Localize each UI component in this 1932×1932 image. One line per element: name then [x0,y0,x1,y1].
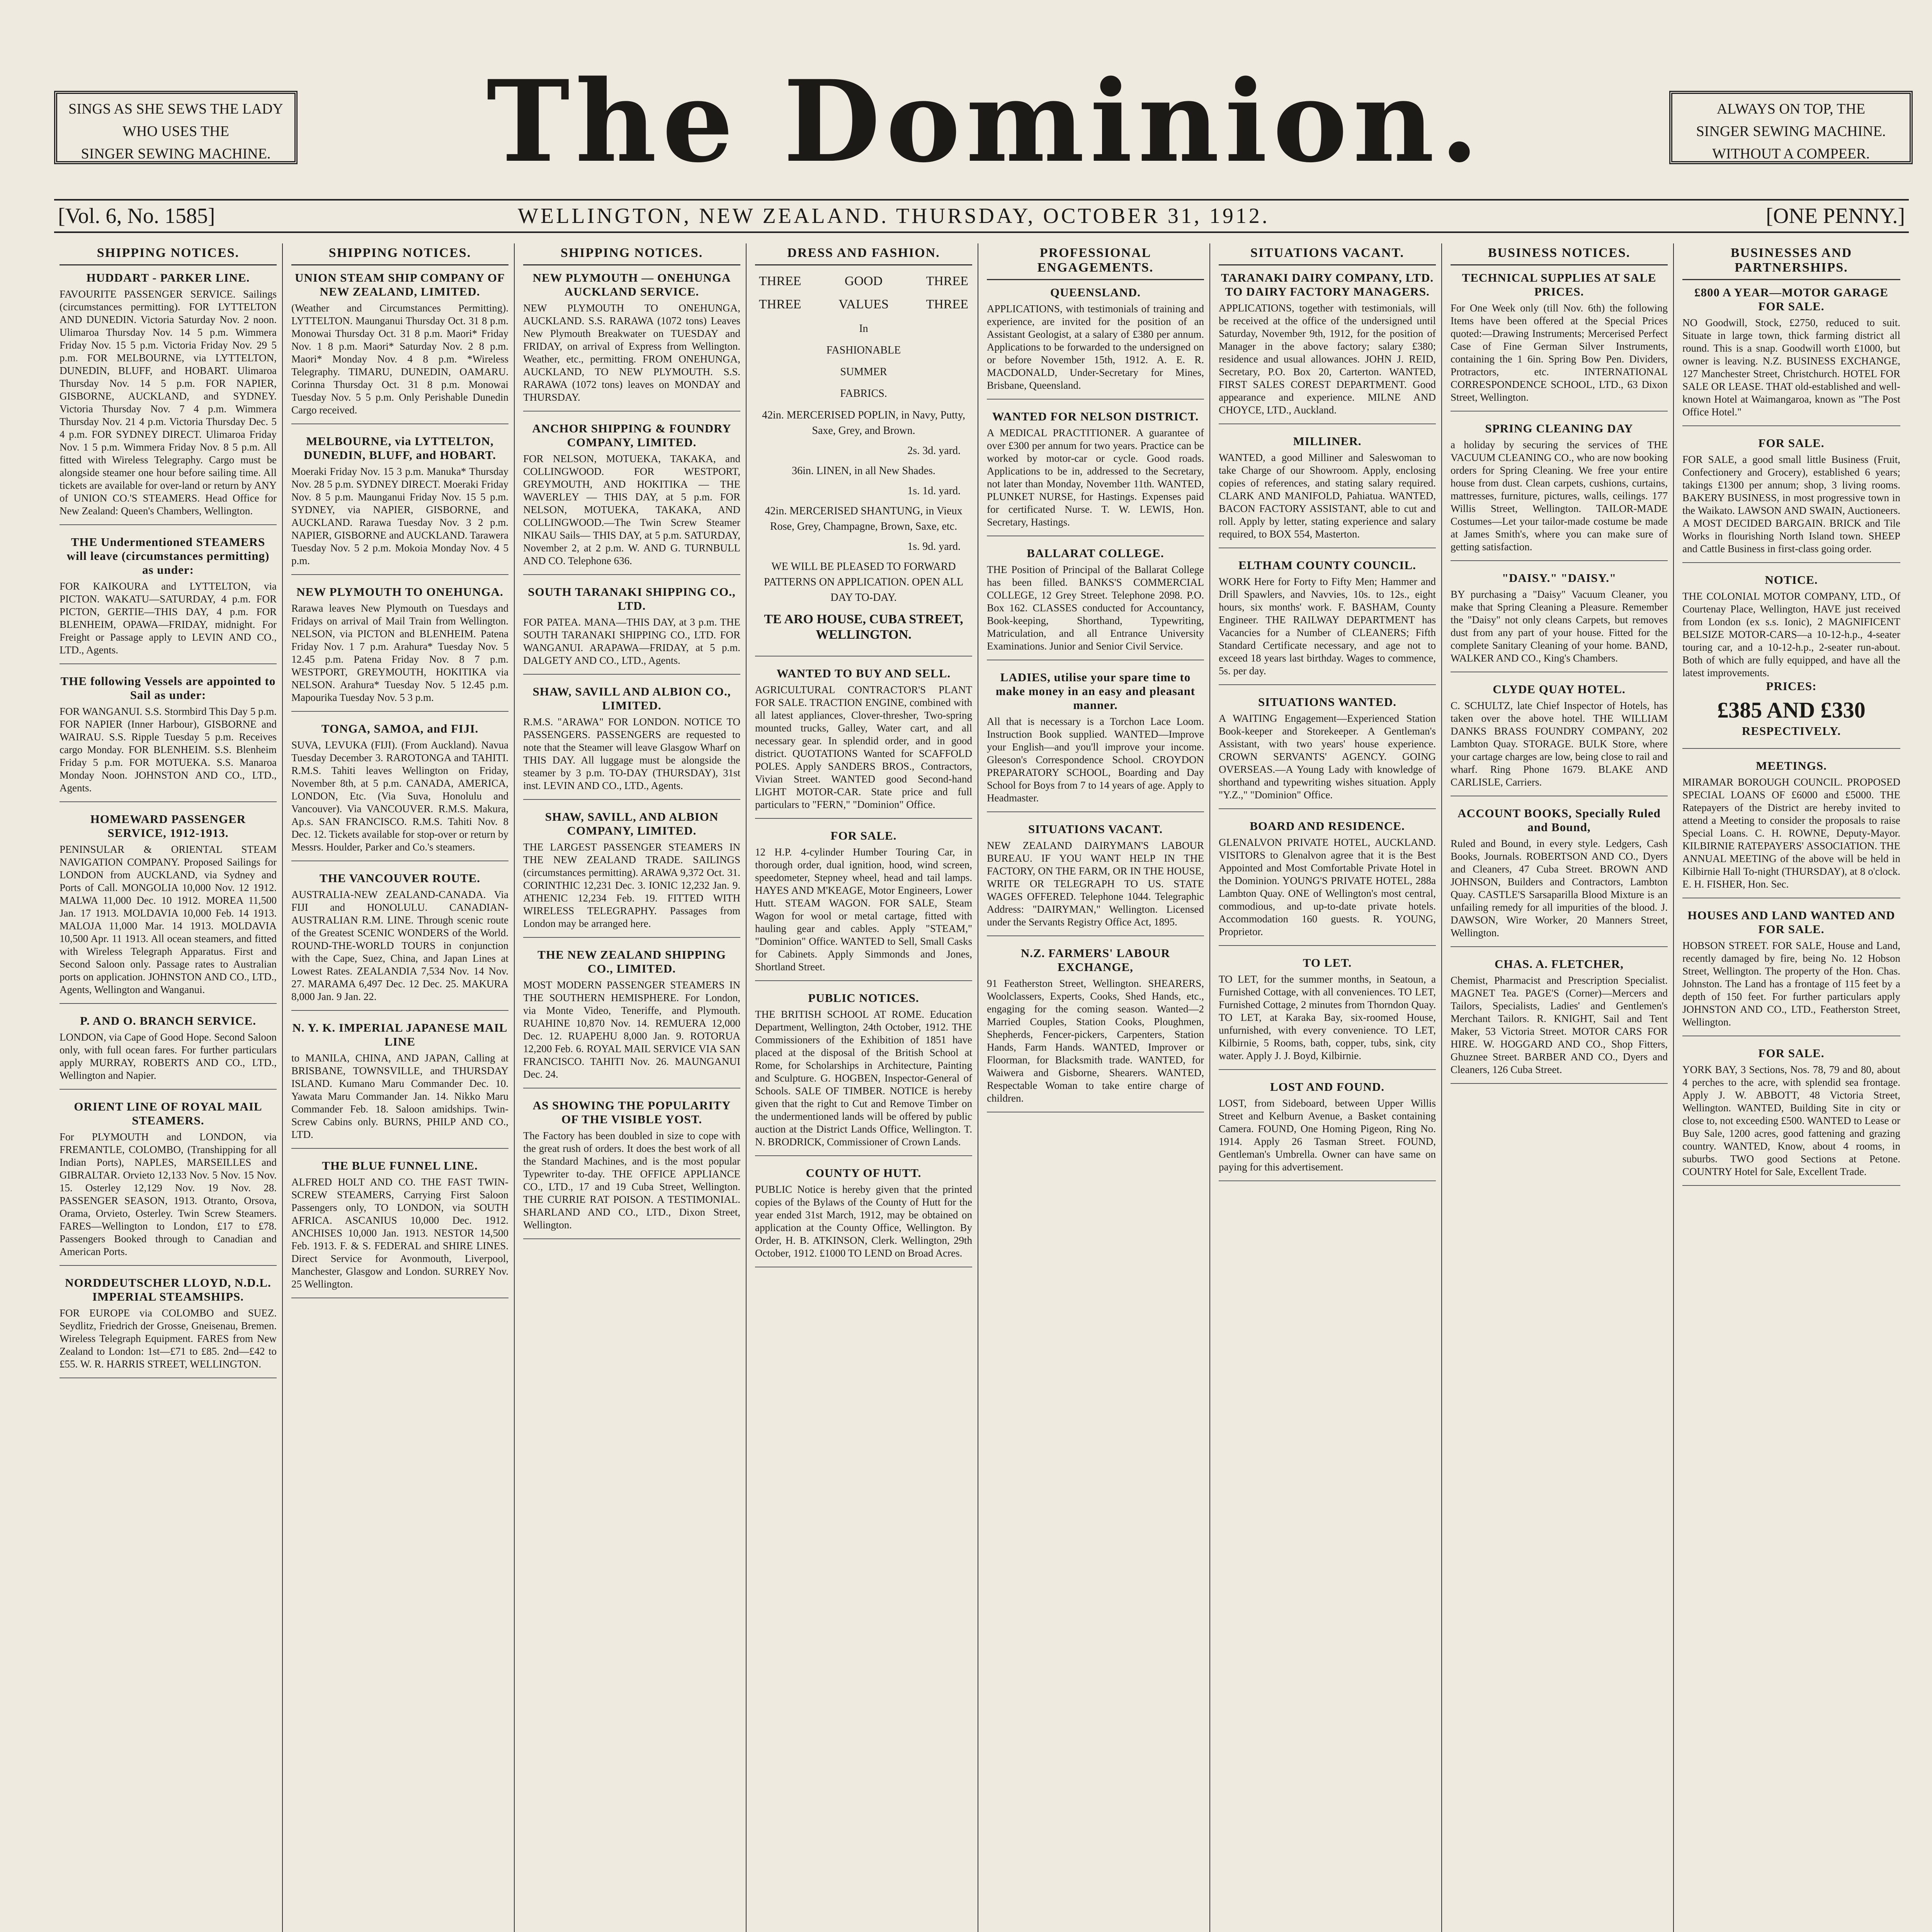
section-body: ALFRED HOLT AND CO. THE FAST TWIN-SCREW STEAMERS, Carrying First Saloon Passengers only, TO LONDON, via SOUTH AFRICA. ASCANIUS 10,000 Dec. 1912. ANCHISES 10,000 Jan. 1913. NESTOR 14,500 Feb. 1913. F. & S. FEDERAL and SHIRE LINES. Direct Service for Avonmouth, Liverpool, Manchester, Glasgow and London. SURREY Nov. 25 Wellington. [291,1176,509,1290]
section-body: A WAITING Engagement—Experienced Station Book-keeper and Storekeeper. A Gentleman's Assistant, with two years' house experience. CROWN SERVANTS' AGENCY. GOING OVERSEAS.—A Young Lady with knowledge of shorthand and typewriting wishes situation. Apply "Y.Z.," "Dominion" Office. [1219,713,1436,801]
section-body: NO Goodwill, Stock, £2750, reduced to suit. Situate in large town, thick farming district all round. This is a snap. Goodwill worth £1000, but owner is leaving. N.Z. BUSINESS EXCHANGE, 127 Manchester Street, Christchurch. HOTEL FOR SALE OR LEASE. THAT old-established and well-known Hotel at Waimangaroa, known as "The Post Office Hotel." [1682,317,1900,418]
advert-section [1451,422,1668,561]
section-body: MOST MODERN PASSENGER STEAMERS IN THE SOUTHERN HEMISPHERE. For London, via Monte Video, Teneriffe, and Plymouth. RUAHINE 10,870 Nov. 14. REMUERA 12,000 Dec. 12. RUAPEHU 8,000 Jan. 9. ROTORUA 12,200 Feb. 6. ROYAL MAIL SERVICE VIA SAN FRANCISCO. TAHITI Nov. 26. MAUNGANUI Dec. 24. [523,979,740,1080]
section-heading: THE following Vessels are appointed to Sail as under: [60,674,276,702]
dress-closing: WE WILL BE PLEASED TO FORWARD PATTERNS ON APPLICATION. OPEN ALL DAY TO-DAY. [764,561,964,604]
advert-section [60,812,277,1004]
section-heading: COUNTY OF HUTT. [806,1166,922,1180]
advert-section [1219,695,1436,809]
section-heading: TONGA, SAMOA, and FIJI. [321,722,479,735]
prices-note: RESPECTIVELY. [1742,724,1841,738]
section-heading: "DAISY." "DAISY." [1502,571,1617,585]
section-heading: AS SHOWING THE POPULARITY OF THE VISIBLE YOST. [532,1099,731,1126]
section-heading: SITUATIONS WANTED. [1258,695,1396,709]
section-body: The Factory has been doubled in size to cope with the great rush of orders. It does the best work of all the Standard Machines, and is the most popular Typewriter to-day. THE OFFICE APPLIANCE CO., LTD., 17 and 19 Cuba Street, Wellington. THE CURRIE RAT POISON. A TESTIMONIAL. SHARLAND AND CO., LTD., Dixon Street, Wellington. [523,1130,740,1231]
section-heading: NOTICE. [1765,573,1818,587]
advert-section [1451,806,1668,947]
section-heading: THE VANCOUVER ROUTE. [320,871,480,885]
advert-section [291,585,509,712]
volume-number: [Vol. 6, No. 1585] [58,204,215,228]
advert-section [1219,1080,1436,1181]
advert-section [987,286,1204,400]
section-body: to MANILA, CHINA, AND JAPAN, Calling at BRISBANE, TOWNSVILLE, and THURSDAY ISLAND. Kumano Maru Commander Dec. 10. Yawata Maru Commander Jan. 14. Nikko Maru Commander Feb. 18. Saloon amidships. Twin-Screw Cabins only. BURNS, PHILP AND CO., LTD. [291,1052,509,1140]
fabric-price: 2s. 3d. yard. [907,445,961,457]
section-body: For One Week only (till Nov. 6th) the following Items have been offered at the Special Prices quoted:—Drawing Instruments; Mercerised Perfect Case of Fine German Silver Instruments, containing the 1 6in. Spring Bow Pen. Dividers, Protractors, etc. INTERNATIONAL CORRESPONDENCE SCHOOL, LTD., 63 Dixon Street, Wellington. [1451,302,1668,403]
section-body: FOR NELSON, MOTUEKA, TAKAKA, and COLLINGWOOD. FOR WESTPORT, GREYMOUTH, AND HOKITIKA — THE WAVERLEY — THIS DAY, at 5 p.m. FOR NELSON, MOTUEKA, TAKAKA, AND COLLINGWOOD.—The Twin Screw Steamer NIKAU Sails— THIS DAY, at 5 p.m. SATURDAY, November 2, at 2 p.m. W. AND G. TURNBULL AND CO. Telephone 636. [523,453,740,566]
section-heading: WANTED TO BUY AND SELL. [776,667,951,680]
section-heading: N. Y. K. IMPERIAL JAPANESE MAIL LINE [292,1021,508,1048]
advert-section [523,271,740,412]
right-ear-line: WITHOUT A COMPEER. [1712,146,1870,162]
advert-section [1219,558,1436,685]
section-heading: ELTHAM COUNTY COUNCIL. [1238,558,1416,572]
section-body: THE COLONIAL MOTOR COMPANY, LTD., Of Courtenay Place, Wellington, HAVE just received from London (ex s.s. Ionic), 2 MAGNIFICENT BELSIZE MOTOR-CARS—a 10-12-h.p., 4-seater touring car, and a 10-12-h.p., 2-seater run-about. Both of which are fully equipped, and have all the latest improvements. [1682,590,1900,679]
dress-word: GOOD [844,274,883,288]
section-heading: ORIENT LINE OF ROYAL MAIL STEAMERS. [74,1100,262,1127]
section-body: THE Position of Principal of the Ballarat College has been filled. BANKS'S COMMERCIAL COLLEGE, 12 Grey Street. Telephone 2098. P.O. Box 162. CLASSES conducted for Accountancy, Book-keeping, Shorthand, Typewriting, Matriculation, and all Entrance University Examinations. Junior and Senior Civil Service. [987,564,1204,652]
section-heading: ACCOUNT BOOKS, Specially Ruled and Bound, [1458,806,1661,834]
section-heading: TARANAKI DAIRY COMPANY, LTD. TO DAIRY FACTORY MANAGERS. [1221,271,1434,298]
section-heading: THE NEW ZEALAND SHIPPING CO., LIMITED. [537,948,726,975]
section-heading: NEW PLYMOUTH TO ONEHUNGA. [296,585,503,599]
advert-section [523,685,740,800]
section-heading: £800 A YEAR—MOTOR GARAGE FOR SALE. [1694,286,1888,313]
section-heading: FOR SALE. [1758,436,1825,450]
column-heading: SHIPPING NOTICES. [60,243,277,265]
column-heading: SITUATIONS VACANT. [1219,243,1436,265]
section-body: PENINSULAR & ORIENTAL STEAM NAVIGATION COMPANY. Proposed Sailings for LONDON from AUCKLAND, via Sydney and Ports of Call. MONGOLIA 10,000 Nov. 12 1912. MALWA 11,000 Dec. 10 1912. MOREA 11,500 Jan. 17 1913. MOLDAVIA 10,000 Feb. 14 1913. MALOJA 11,000 Mar. 14 1913. MOLDAVIA 10,500 Apr. 11 1913. All ocean steamers, and fitted with Wireless Telegraph Apparatus. First and Second Saloon only. Passage rates to Australian ports on application. JOHNSTON AND CO., LTD., Agents, Wellington and Wanganui. [60,844,277,995]
section-heading: TO LET. [1303,956,1352,969]
advert-section [1682,286,1900,426]
advert-section [291,1021,509,1149]
advert-section [987,546,1204,660]
advert-section [60,674,277,802]
advert-section [755,667,972,819]
column-heading: PROFESSIONAL ENGAGEMENTS. [987,243,1204,280]
section-body: AGRICULTURAL CONTRACTOR'S PLANT FOR SALE. TRACTION ENGINE, combined with all latest appliances, Clover-thresher, Two-spring mounted trucks, Galley, Water cart, and all necessary gear. In splendid order, and in good district. QUOTATIONS Wanted for SCAFFOLD POLES. Apply SANDERS BROS., Contractors, Vivian Street. WANTED good Second-hand LIGHT MOTOR-CAR. State price and full particulars to "FERN," "Dominion" Office. [755,684,972,810]
section-body: THE BRITISH SCHOOL AT ROME. Education Department, Wellington, 24th October, 1912. THE Commissioners of the Exhibition of 1851 have placed at the disposal of the British School at Rome, for Scholarships in Architecture, Painting and Sculpture. G. HOGBEN, Inspector-General of Schools. SALE OF TIMBER. NOTICE is hereby given that the right to Cut and Remove Timber on the undermentioned lands will be offered by public auction at the District Lands Office, Wellington. T. N. BRODRICK, Commissioner of Crown Lands. [755,1009,972,1148]
section-heading: HOMEWARD PASSENGER SERVICE, 1912-1913. [90,812,246,840]
advert-section [1219,956,1436,1070]
advert-section [523,948,740,1088]
section-heading: CLYDE QUAY HOTEL. [1493,682,1626,696]
advert-section [291,871,509,1011]
section-body: FOR EUROPE via COLOMBO and SUEZ. Seydlitz, Friedrich der Grosse, Gneisenau, Bremen. Wireless Telegraph Equipment. FARES from New Zealand to London: 1st—£71 to £85. 2nd—£42 to £55. W. R. HARRIS STREET, WELLINGTON. [60,1307,277,1370]
section-body: All that is necessary is a Torchon Lace Loom. Instruction Book supplied. WANTED—Improve your English—and you'll improve your income. Gleeson's Correspondence School. CROYDON PREPARATORY SCHOOL, Boarding and Day School for Boys from 7 to 14 years of age. Apply to Headmaster. [987,716,1204,804]
section-body: THE LARGEST PASSENGER STEAMERS IN THE NEW ZEALAND TRADE. SAILINGS (circumstances permitting). ARAWA 9,372 Oct. 31. CORINTHIC 12,231 Dec. 3. IONIC 12,232 Jan. 9. ATHENIC 12,234 Feb. 19. FITTED WITH WIRELESS TELEGRAPHY. Passages from London may be arranged here. [523,841,740,929]
dress-word: THREE [926,297,968,311]
section-body: LOST, from Sideboard, between Upper Willis Street and Kelburn Avenue, a Basket containing Camera. FOUND, One Homing Pigeon, Ring No. 1914. Apply 26 Tasman Street. FOUND, Gentleman's Umbrella. Owner can have same on paying for this advertisement. [1219,1097,1436,1173]
price: [ONE PENNY.] [1766,204,1905,228]
column-heading: BUSINESSES AND PARTNERSHIPS. [1682,243,1900,280]
column-heading: SHIPPING NOTICES. [523,243,740,265]
left-ear-line: SINGS AS SHE SEWS THE LADY [68,101,283,117]
section-heading: BALLARAT COLLEGE. [1027,546,1164,560]
column [750,243,978,1932]
advert-section [1451,571,1668,672]
section-heading: UNION STEAM SHIP COMPANY OF NEW ZEALAND, LIMITED. [295,271,505,298]
section-heading: P. AND O. BRANCH SERVICE. [80,1014,256,1027]
advert-section [291,722,509,861]
advert-section [1682,1046,1900,1186]
advert-section [1219,819,1436,946]
column [1445,243,1674,1932]
section-heading: FOR SALE. [830,829,897,842]
advert-section [523,422,740,575]
section-body: FOR WANGANUI. S.S. Stormbird This Day 5 p.m. FOR NAPIER (Inner Harbour), GISBORNE and WAIRAU. S.S. Ripple Tuesday 5 p.m. Receives cargo Monday. FOR BLENHEIM. S.S. Blenheim Friday 5 p.m. FOR MOTUEKA. S.S. Manaroa Monday Noon. JOHNSTON AND CO., LTD., Agents. [60,706,277,794]
section-body: BY purchasing a "Daisy" Vacuum Cleaner, you make that Spring Cleaning a Pleasure. Remember the "Daisy" not only cleans Carpets, but removes dust from any part of your house. Fitted for the complete Sanitary Cleaning of your home. BAND, WALKER AND CO., King's Chambers. [1451,588,1668,664]
advert-section [60,1014,277,1090]
section-body: TO LET, for the summer months, in Seatoun, a Furnished Cottage, with all conveniences. TO LET, Furnished Cottage, 2 minutes from Thorndon Quay. TO LET, at Karaka Bay, six-roomed House, unfurnished, with every convenience. TO LET, Kilbirnie, 5 Rooms, bath, copper, tubs, sink, city water. Apply J. J. Boyd, Kilbirnie. [1219,973,1436,1061]
section-body: APPLICATIONS, with testimonials of training and experience, are invited for the position of an Assistant Geologist, at a salary of £380 per annum. Applications to be forwarded to the undersigned on or before November 15th, 1912. A. E. R. MACDONALD, Under-Secretary for Mines, Brisbane, Queensland. [987,303,1204,391]
column [286,243,515,1932]
advert-section [1682,436,1900,563]
advert-section [987,822,1204,936]
section-body: For PLYMOUTH and LONDON, via FREMANTLE, COLOMBO, (Transhipping for all Indian Ports), NAPLES, MARSEILLES and GIBRALTAR. Orvieto 12,133 Nov. 5 Nov. 15 Nov. 15. Osterley 12,129 Nov. 19 Nov. 28. PASSENGER SEASON, 1913. Otranto, Orsova, Orama, Orvieto, Osterley. Twin Screw Steamers. FARES—Wellington to London, £17 to £78. Passengers Booked through to Canadian and American Ports. [60,1131,277,1257]
advert-section [987,670,1204,812]
advert-section [523,810,740,938]
advert-section [60,1276,277,1378]
section-heading: HUDDART - PARKER LINE. [86,271,250,284]
section-heading: SPRING CLEANING DAY [1485,422,1633,435]
advert-section [1451,682,1668,796]
prices-figure: £385 AND £330 [1717,697,1866,723]
section-body: YORK BAY, 3 Sections, Nos. 78, 79 and 80, about 4 perches to the acre, with splendid sea frontage. Apply J. W. ABBOTT, 48 Victoria Street, Wellington. WANTED, Building Site in city or close to, not exceeding £500. WANTED to Lease or Buy Sale, 1200 acres, good fattening and grazing country. WANTED, Know, about 4 rooms, in suburbs. TWO good Sections at Petone. COUNTRY Hotel for Sale, Excellent Trade. [1682,1064,1900,1177]
advert-section [1219,434,1436,548]
fabric-item: 42in. MERCERISED POPLIN, in Navy, Putty, Saxe, Grey, and Brown. [762,409,966,437]
advert-section [987,410,1204,536]
dress-word: THREE [759,297,801,311]
dateline-bar [54,199,1909,233]
column [981,243,1210,1932]
dress-word: VALUES [838,297,889,311]
dateline: WELLINGTON, NEW ZEALAND. THURSDAY, OCTOBER 31, 1912. [518,204,1270,228]
section-body: NEW ZEALAND DAIRYMAN'S LABOUR BUREAU. IF YOU WANT HELP IN THE FACTORY, ON THE FARM, OR IN THE HOUSE, WRITE OR TELEGRAPH TO US. STATE WAGES OFFERED. Telephone 1044. Telegraphic Address: "DAIRYMAN," Wellington. Licensed under the Servants Registry Office Act, 1895. [987,840,1204,928]
advert-section [1682,908,1900,1036]
dress-line: FABRICS. [840,388,887,400]
dress-word: THREE [926,274,968,288]
advert-section [523,1099,740,1239]
section-body: FOR SALE, a good small little Business (Fruit, Confectionery and Grocery), established 6 years; takings £1300 per annum; shop, 3 living rooms. BAKERY BUSINESS, in most progressive town in the Waikato. LAWSON AND SWAIN, Auctioneers. A MOST DECIDED BARGAIN. BRICK and Tile Works in flourishing North Island town. SHEEP and Cattle Business in first-class going order. [1682,454,1900,554]
section-body: Ruled and Bound, in every style. Ledgers, Cash Books, Journals. ROBERTSON AND CO., Dyers and Cleaners, 47 Cuba Street. BROWN AND JOHNSON, Builders and Contractors, Lambton Quay. CASTLE'S Sarsaparilla Blood Mixture is an unfailing remedy for all impurities of the blood. J. DAWSON, Wire Worker, 20 Manners Street, Wellington. [1451,838,1668,939]
column [1213,243,1442,1932]
section-body: GLENALVON PRIVATE HOTEL, AUCKLAND. VISITORS to Glenalvon agree that it is the Best Appointed and Most Comfortable Private Hotel in the Dominion. YOUNG'S PRIVATE HOTEL, 288a Lambton Quay. ONE of Wellington's most central, commodious, and up-to-date private hotels. Accommodation 160 guests. R. YOUNG, Proprietor. [1219,837,1436,937]
section-heading: ANCHOR SHIPPING & FOUNDRY COMPANY, LIMITED. [532,422,731,449]
column [54,243,283,1932]
advert-section [987,946,1204,1112]
dress-row [759,271,968,292]
section-body: WORK Here for Forty to Fifty Men; Hammer and Drill Spawlers, and Navvies, 10s. to 12s., eight hours, six months' work. F. BASHAM, County Engineer. THE RAILWAY DEPARTMENT has Vacancies for a Number of CLEANERS; Fifth Standard Certificate necessary, and age not to exceed 18 years last birthday. Wages to commence, 5s. per day. [1219,576,1436,677]
column-heading: DRESS AND FASHION. [755,243,972,265]
advert-section [755,991,972,1156]
dress-line: FASHIONABLE [826,344,901,356]
section-heading: MEETINGS. [1756,759,1827,772]
section-heading: THE Undermentioned STEAMERS will leave (circumstances permitting) as under: [66,535,270,577]
dress-advert [755,271,972,656]
section-body: A MEDICAL PRACTITIONER. A guarantee of over £300 per annum for two years. Practice can be worked by motor-car or cycle. Good roads. Applications to be in, addressed to the Secretary, not later than Monday, November 11th. WANTED, PLUNKET NURSE, for Hastings. Expenses paid for certificated Nurse. T. W. LEWIS, Hon. Secretary, Hastings. [987,427,1204,528]
section-body: WANTED, a good Milliner and Saleswoman to take Charge of our Showroom. Apply, enclosing copies of references, and stating salary required. CLARK AND MANIFOLD, Pahiatua. WANTED, BACON FACTORY ASSISTANT, able to cut and roll. Apply by letter, stating experience and salary required, to BOX 554, Masterton. [1219,452,1436,540]
advert-section [60,271,277,525]
fabric-price: 1s. 9d. yard. [907,541,961,553]
section-body: LONDON, via Cape of Good Hope. Second Saloon only, with full ocean fares. For further particulars apply MURRAY, ROBERTS AND CO., LTD., Wellington and Napier. [60,1031,277,1081]
left-ear-line: WHO USES THE [122,123,229,139]
section-heading: HOUSES AND LAND WANTED AND FOR SALE. [1687,908,1895,936]
advert-section [291,271,509,424]
section-body: 12 H.P. 4-cylinder Humber Touring Car, in thorough order, dual ignition, hood, wind screen, speedometer, Stepney wheel, head and tail lamps. HAYES AND M'KEAGE, Motor Engineers, Lower Hutt. STEAM WAGON. FOR SALE, Steam Wagon for wool or metal cartage, fitted with hauling gear and cables. Apply "STEAM," "Dominion" Office. WANTED to Sell, Small Casks for Cabinets. Apply Simmonds and Jones, Shortland Street. [755,846,972,973]
section-body: Rarawa leaves New Plymouth on Tuesdays and Fridays on arrival of Mail Train from Wellington. NELSON, via PICTON and BLENHEIM. Patena Friday Nov. 1 7 p.m. Arahura* Tuesday Nov. 5 12.45 p.m. Patena Friday Nov. 8 7 p.m. WESTPORT, GREYMOUTH, HOKITIKA via NELSON. Arahura* Tuesday Nov. 5 12.45 p.m. Mapourika Tuesday Nov. 5 3 p.m. [291,602,509,703]
section-body: (Weather and Circumstances Permitting). LYTTELTON. Maunganui Thursday Oct. 31 8 p.m. Monowai Thursday Oct. 31 8 p.m. Maori* Friday Nov. 1 8 p.m. Maori* Saturday Nov. 2 8 p.m. Maori* Monday Nov. 4 8 p.m. *Wireless Telegraphy. TIMARU, DUNEDIN, OAMARU. Corinna Thursday Oct. 31 8 p.m. Monowai Tuesday Nov. 5 5 p.m. Only Perishable Dunedin Cargo received. [291,302,509,416]
section-body: R.M.S. "ARAWA" FOR LONDON. NOTICE TO PASSENGERS. PASSENGERS are requested to note that the Steamer will leave Glasgow Wharf on THIS DAY. All luggage must be alongside the steamer by 3 p.m. TO-DAY (THURSDAY), 31st inst. LEVIN AND CO., LTD., Agents. [523,716,740,791]
column [1677,243,1906,1932]
dress-line: In [859,323,868,335]
section-heading: LADIES, utilise your spare time to make money in an easy and pleasant manner. [995,670,1196,712]
shop-name: TE ARO HOUSE, CUBA STREET, WELLINGTON. [764,612,963,642]
section-body: FOR PATEA. MANA—THIS DAY, at 3 p.m. THE SOUTH TARANAKI SHIPPING CO., LTD. FOR WANGANUI. ARAPAWA—FRIDAY, at 5 p.m. DALGETY AND CO., LTD., Agents. [523,616,740,666]
advert-section [1451,271,1668,412]
column-heading: SHIPPING NOTICES. [291,243,509,265]
section-body: FOR KAIKOURA and LYTTELTON, via PICTON. WAKATU—SATURDAY, 4 p.m. FOR PICTON, GERTIE—THIS DAY, 4 p.m. FOR BLENHEIM, OPAWA—FRIDAY, midnight. For Freight or Passage apply to LEVIN AND CO., LTD., Agents. [60,580,277,656]
section-heading: SHAW, SAVILL AND ALBION CO., LIMITED. [532,685,731,712]
section-body: a holiday by securing the services of THE VACUUM CLEANING CO., who are now booking orders for Spring Cleaning. We free your entire house from dust. Clean carpets, cushions, curtains, mattresses, furniture, pictures, walls, ceilings. 177 Willis Street, Wellington. TAILOR-MADE Costumes—Let your tailor-made costume be made at James Smith's, where you can make sure of getting satisfaction. [1451,439,1668,553]
column [518,243,747,1932]
section-heading: NORDDEUTSCHER LLOYD, N.D.L. IMPERIAL STEAMSHIPS. [65,1276,271,1303]
section-body: Chemist, Pharmacist and Prescription Specialist. MAGNET Tea. PAGE'S (Corner)—Mercers and Tailors, Specialists, Ladies' and Gentlemen's Merchant Tailors. R. KNIGHT, Sail and Tent Maker, 53 Victoria Street. MOTOR CARS FOR HIRE. W. HOGGARD AND CO., Shop Fitters, Ghuznee Street. BARBER AND CO., Dyers and Cleaners, 126 Cuba Street. [1451,975,1668,1075]
advert-section [1219,271,1436,424]
section-heading: NEW PLYMOUTH — ONEHUNGA AUCKLAND SERVICE. [532,271,731,298]
section-body: APPLICATIONS, together with testimonials, will be received at the office of the undersigned until Saturday, November 9th, 1912, for the position of Manager in the above factory; salary £380; residence and usual allowances. JOHN J. REID, Secretary, P.O. Box 20, Carterton. WANTED, FIRST SALES COREST DEPARTMENT. Good appearance and experience. MILNE AND CHOYCE, LTD., Auckland. [1219,302,1436,416]
section-body: C. SCHULTZ, late Chief Inspector of Hotels, has taken over the above hotel. THE WILLIAM DANKS BRASS FOUNDRY COMPANY, 202 Lambton Quay. STORAGE. BULK Store, where your cartage charges are low, being close to rail and wharf. Ring Phone 1679. BLAKE AND CARLISLE, Carriers. [1451,700,1668,788]
dress-line: SUMMER [840,366,887,378]
dress-word: THREE [759,274,801,288]
section-body: HOBSON STREET. FOR SALE, House and Land, recently damaged by fire, being No. 12 Hobson Street, Wellington. The property of the Hon. Chas. Johnston. The Land has a frontage of 115 feet by a depth of 150 feet. For further particulars apply JOHNSTON AND CO., LTD., Featherston Street, Wellington. [1682,940,1900,1028]
right-ear-line: ALWAYS ON TOP, THE [1716,101,1866,117]
section-body: PUBLIC Notice is hereby given that the printed copies of the Bylaws of the County of Hutt for the year ended 31st March, 1912, may be obtained on application at the County Office, Wellington. By Order, H. B. ATKINSON, Clerk. Wellington, 29th October, 1912. £1000 TO LEND on Broad Acres. [755,1184,972,1259]
section-heading: LOST AND FOUND. [1270,1080,1385,1094]
section-heading: QUEENSLAND. [1050,286,1141,299]
advert-section [1682,759,1900,898]
left-ear-advert [54,91,298,164]
section-heading: CHAS. A. FLETCHER, [1494,957,1624,971]
section-heading: SITUATIONS VACANT. [1028,822,1163,836]
section-body: MIRAMAR BOROUGH COUNCIL. PROPOSED SPECIAL LOANS OF £6000 and £5000. THE Ratepayers of the District are hereby invited to attend a Meeting to consider the proposals to raise Special Loans. C. H. ROWNE, Deputy-Mayor. KILBIRNIE RATEPAYERS' ASSOCIATION. THE ANNUAL MEETING of the above will be held in Kilbirnie Hall To-night (THURSDAY), at 8 o'clock. E. H. FISHER, Hon. Sec. [1682,776,1900,890]
section-heading: TECHNICAL SUPPLIES AT SALE PRICES. [1462,271,1656,298]
fabric-item: 42in. MERCERISED SHANTUNG, in Vieux Rose, Grey, Champagne, Brown, Saxe, etc. [765,505,963,532]
section-body: NEW PLYMOUTH TO ONEHUNGA, AUCKLAND. S.S. RARAWA (1072 tons) Leaves New Plymouth Breakwater on TUESDAY and FRIDAY, on arrival of Express from Wellington. Weather, etc., permitting. FROM ONEHUNGA, AUCKLAND, TO NEW PLYMOUTH. S.S. RARAWA (1072 tons) leaves on MONDAY and THURSDAY. [523,302,740,403]
advert-section [523,585,740,675]
dress-row [759,294,968,315]
left-ear-line: SINGER SEWING MACHINE. [81,146,271,162]
right-ear-advert [1669,91,1913,164]
advert-section [60,535,277,664]
section-heading: WANTED FOR NELSON DISTRICT. [992,410,1199,423]
advert-section [1682,573,1900,749]
advert-section [1451,957,1668,1084]
section-heading: MELBOURNE, via LYTTELTON, DUNEDIN, BLUFF, and HOBART. [304,434,496,462]
section-heading: MILLINER. [1293,434,1362,448]
advert-section [291,434,509,575]
section-body: AUSTRALIA-NEW ZEALAND-CANADA. Via FIJI and HONOLULU. CANADIAN-AUSTRALIAN R.M. LINE. Through scenic route of the Greatest SCENIC WONDERS of the World. ROUND-THE-WORLD TOURS in conjunction with the Cape, Suez, China, and Japan Lines at Lowest Rates. ZEALANDIA 7,534 Nov. 14 Nov. 27. MARAMA 6,497 Dec. 12 Dec. 25. MAKURA 8,000 Jan. 9 Jan. 22. [291,889,509,1002]
right-ear-line: SINGER SEWING MACHINE. [1696,123,1886,139]
section-body: FAVOURITE PASSENGER SERVICE. Sailings (circumstances permitting). FOR LYTTELTON AND DUNEDIN. Victoria Saturday Nov. 2 noon. Ulimaroa Thursday Nov. 14 5 p.m. Wimmera Friday Nov. 15 5 p.m. Victoria Friday Nov. 29 5 p.m. FOR MELBOURNE, via LYTTELTON, DUNEDIN, BLUFF, and HOBART. Ulimaroa Thursday Nov. 14 5 p.m. FOR NAPIER, GISBORNE, AUCKLAND, and SYDNEY. Victoria Thursday Nov. 7 4 p.m. Wimmera Thursday Nov. 21 4 p.m. Victoria Thursday Dec. 5 4 p.m. FOR SYDNEY DIRECT. Ulimaroa Friday Nov. 1 5 p.m. Wimmera Friday Nov. 8 5 p.m. All fitted with Wireless Telegraphy. Cargo must be alongside steamer one hour before sailing time. All tickets are available for over-land or return by ANY of UNION CO.'S STEAMERS. Head Office for New Zealand: Queen's Chambers, Wellington. [60,288,277,517]
section-heading: N.Z. FARMERS' LABOUR EXCHANGE, [1020,946,1170,974]
section-heading: SOUTH TARANAKI SHIPPING CO., LTD. [528,585,736,612]
section-body: SUVA, LEVUKA (FIJI). (From Auckland). Navua Tuesday December 3. RAROTONGA and TAHITI. R.M.S. Tahiti leaves Wellington on Friday, November 8th, at 5 p.m. CANADA, AMERICA, LONDON, Etc. (Via Suva, Honolulu and Vancouver). Via VANCOUVER. R.M.S. Makura, Ap.s. SAN FRANCISCO. R.M.S. Tahiti Nov. 8 Dec. 12. Tickets available for stop-over or return by Messrs. Houlder, Parker and Co.'s steamers. [291,739,509,853]
fabric-price: 1s. 1d. yard. [907,485,961,497]
newspaper-masthead: The Dominion. [486,56,1485,187]
section-heading: BOARD AND RESIDENCE. [1250,819,1405,833]
advert-section [755,829,972,981]
fabric-item: 36in. LINEN, in all New Shades. [792,465,935,477]
section-body: 91 Featherston Street, Wellington. SHEARERS, Woolclassers, Experts, Cooks, Shed Hands, etc., engaging for the coming season. Wanted—2 Married Couples, Station Cooks, Ploughmen, Shepherds, Fencer-pickers, Carpenters, Station Hands, Farm Hands. WANTED, Improver or Floorman, for Blacksmith trade. WANTED, for Waiwera and Gisborne, Shearers. WANTED, Respectable Woman to take entire charge of children. [987,978,1204,1104]
section-heading: SHAW, SAVILL, AND ALBION COMPANY, LIMITED. [545,810,719,837]
column-heading: BUSINESS NOTICES. [1451,243,1668,265]
advert-section [291,1159,509,1298]
prices-label: PRICES: [1766,679,1817,693]
section-body: Moeraki Friday Nov. 15 3 p.m. Manuka* Thursday Nov. 28 5 p.m. SYDNEY DIRECT. Moeraki Friday Nov. 8 5 p.m. Maunganui Friday Nov. 15 5 p.m. SYDNEY, via NAPIER, GISBORNE, and AUCKLAND. Rarawa Tuesday Nov. 3 2 p.m. NAPIER, GISBORNE and AUCKLAND. Tarawera Tuesday Nov. 5 2 p.m. Mokoia Monday Nov. 4 5 p.m. [291,466,509,566]
advert-section [755,1166,972,1267]
section-heading: THE BLUE FUNNEL LINE. [322,1159,478,1172]
advert-section [60,1100,277,1266]
section-heading: FOR SALE. [1758,1046,1825,1060]
section-heading: PUBLIC NOTICES. [808,991,919,1005]
